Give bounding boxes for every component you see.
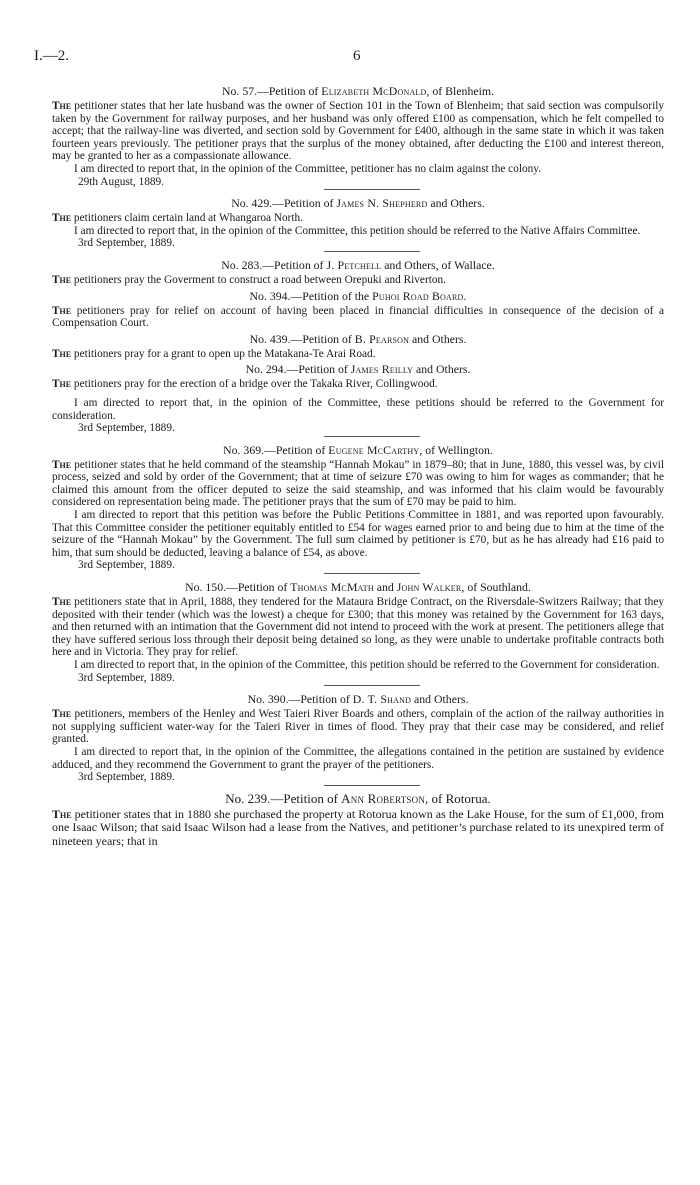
paper-reference: I.—2. bbox=[34, 48, 69, 64]
petition-statement: The petitioners, members of the Henley and West Taieri River Boards and others, complain of the action of the railway authorities in not supplying sufficient water-way for the Taieri River in times of flood. They pray that their case may be considered, and relief granted. bbox=[52, 708, 664, 746]
report-date: 3rd September, 1889. bbox=[78, 559, 175, 572]
committee-report: I am directed to report that, in the opinion of the Committee, this petition should be referred to the Government for consideration. bbox=[74, 659, 660, 671]
committee-report: I am directed to report that, in the opinion of the Committee, petitioner has no claim against the colony. bbox=[74, 162, 542, 175]
petition-entry bbox=[52, 289, 664, 330]
section-divider bbox=[324, 785, 420, 786]
committee-report: I am directed to report that, in the opinion of the Committee, the allegations contained in the petition are sustained by evidence adduced, and they recommend the Government to grant the prayer of the petitioners. bbox=[52, 745, 664, 771]
petition-entry bbox=[52, 580, 664, 686]
page-number: 6 bbox=[353, 48, 361, 64]
petition-heading: No. 294.—Petition of James Reilly and Others. bbox=[245, 362, 471, 377]
report-date: 29th August, 1889. bbox=[78, 175, 164, 188]
committee-report: I am directed to report that this petition was before the Public Petitions Committee in 1881, and was reported upon favourably. That this Committee consider the petitioner equitably entitled to £54 for wages earned prior to and being due to him at the time of the seizure of the “Hannah Mokau” by the Government. The full sum claimed by petitioner is £70, but as he has already had £16 paid to him, that sum should be deducted, leaving a balance of £54, as above. bbox=[52, 509, 664, 559]
petitioner-name: Puhoi Road Board bbox=[372, 288, 464, 303]
report-date: 3rd September, 1889. bbox=[78, 422, 175, 435]
petition-entry bbox=[52, 332, 664, 361]
petitioner-name: Ann Robertson bbox=[341, 790, 426, 806]
petition-heading: No. 239.—Petition of Ann Robertson, of Rotorua. bbox=[225, 790, 491, 806]
petitioner-name: Eugene McCarthy bbox=[328, 442, 420, 457]
section-divider bbox=[324, 251, 420, 252]
petitioner-name: D. T. Shand bbox=[352, 692, 412, 707]
petition-statement: The petitioners claim certain land at Whangaroa North. bbox=[52, 212, 304, 225]
report-date: 3rd September, 1889. bbox=[78, 671, 175, 684]
petition-statement: The petitioner states that her late husband was the owner of Section 101 in the Town of Blenheim; that said section was compulsorily taken by the Government for railway purposes, and her husband was only offered £100 as compensation, which he felt compelled to accept; that the railway-line was diverted, and section sold by Government for £400, although in the same state in which it was taken fourteen years previously. The petitioner prays that the surplus of the money obtained, after deducting the £100 and interest thereon, may be granted to her as a compassionate allowance. bbox=[52, 100, 664, 163]
petitioner-name: Elizabeth McDonald bbox=[321, 84, 427, 98]
petition-statement: The petitioners pray for relief on account of having been placed in financial difficulties in consequence of the decision of a Compensation Court. bbox=[52, 304, 664, 330]
petition-entry bbox=[52, 792, 664, 848]
petition-statement: The petitioners pray the Goverment to construct a road between Orepuki and Riverton. bbox=[52, 273, 446, 286]
petition-entry bbox=[52, 443, 664, 574]
petition-heading: No. 283.—Petition of J. Petchell and Others, of Wallace. bbox=[221, 257, 495, 272]
petition-heading: No. 429.—Petition of James N. Shepherd and Others. bbox=[231, 196, 485, 211]
petitioner-name: James Reilly bbox=[350, 362, 414, 377]
petitions-column bbox=[52, 82, 664, 848]
petition-statement: The petitioner states that he held command of the steamship “Hannah Mokau” in 1879–80; that in June, 1880, this vessel was, by civil process, seized and sold by order of the Government; that at time of seizure £70 was owing to him for wages as commander; that he claimed this amount from the officer deputed to seize the said steamship, and was informed that his claim would be favourably considered on representation being made. The petitioner prays that the sum of £70 may be paid to him. bbox=[52, 458, 664, 509]
petitioner-name: James N. Shepherd bbox=[336, 196, 428, 211]
petition-entry bbox=[52, 84, 664, 190]
section-divider bbox=[324, 436, 420, 437]
petitioner-name: B. Pearson bbox=[354, 331, 410, 346]
petition-entry bbox=[52, 692, 664, 786]
petition-entry bbox=[52, 362, 664, 436]
petition-statement: The petitioners pray for a grant to open up the Matakana-Te Arai Road. bbox=[52, 347, 376, 360]
petition-heading: No. 439.—Petition of B. Pearson and Others. bbox=[249, 331, 467, 346]
petition-heading: No. 57.—Petition of Elizabeth McDonald, of Blenheim. bbox=[222, 84, 494, 98]
section-divider bbox=[324, 189, 420, 190]
committee-report: I am directed to report that, in the opinion of the Committee, these petitions should be referred to the Government for consideration. bbox=[52, 396, 664, 422]
petitioner-name: John Walker bbox=[396, 580, 462, 595]
petition-statement: The petitioners state that in April, 1888, they tendered for the Mataura Bridge Contract, on the Riversdale-Switzers Railway; that they deposited with their tender (which was the lowest) a cheque for £300; that this money was retained by the Government for 163 days, and then returned with an intimation that the Government did not intend to proceed with the work at present. The petitioners allege that they have suffered serious loss through their deposit being detained so long, as they were unable to undertake profitable contracts both here and in Victoria. They pray for relief. bbox=[52, 596, 664, 659]
petitioner-name: Thomas McMath bbox=[290, 580, 374, 595]
petition-entry bbox=[52, 258, 664, 287]
petition-statement: The petitioner states that in 1880 she purchased the property at Rotorua known as the Lake House, for the sum of £1,000, from one Isaac Wilson; that said Isaac Wilson had a lease from the Natives, and petitioner’s purchase related to its unexpired term of nineteen years; that in bbox=[52, 806, 664, 848]
petition-statement: The petitioners pray for the erection of a bridge over the Takaka River, Collingwood. bbox=[52, 378, 438, 391]
report-date: 3rd September, 1889. bbox=[78, 771, 175, 784]
committee-report: I am directed to report that, in the opinion of the Committee, this petition should be referred to the Native Affairs Committee. bbox=[74, 224, 641, 237]
petition-entry bbox=[52, 196, 664, 252]
petitioner-name: J. Petchell bbox=[326, 257, 382, 272]
section-divider bbox=[324, 685, 420, 686]
report-date: 3rd September, 1889. bbox=[78, 237, 175, 250]
petition-heading: No. 390.—Petition of D. T. Shand and Others. bbox=[247, 692, 469, 707]
petition-heading: No. 394.—Petition of the Puhoi Road Board. bbox=[249, 288, 467, 303]
section-divider bbox=[324, 573, 420, 574]
petition-heading: No. 150.—Petition of Thomas McMath and John Walker, of Southland. bbox=[185, 580, 531, 595]
petition-heading: No. 369.—Petition of Eugene McCarthy, of Wellington. bbox=[223, 442, 493, 457]
